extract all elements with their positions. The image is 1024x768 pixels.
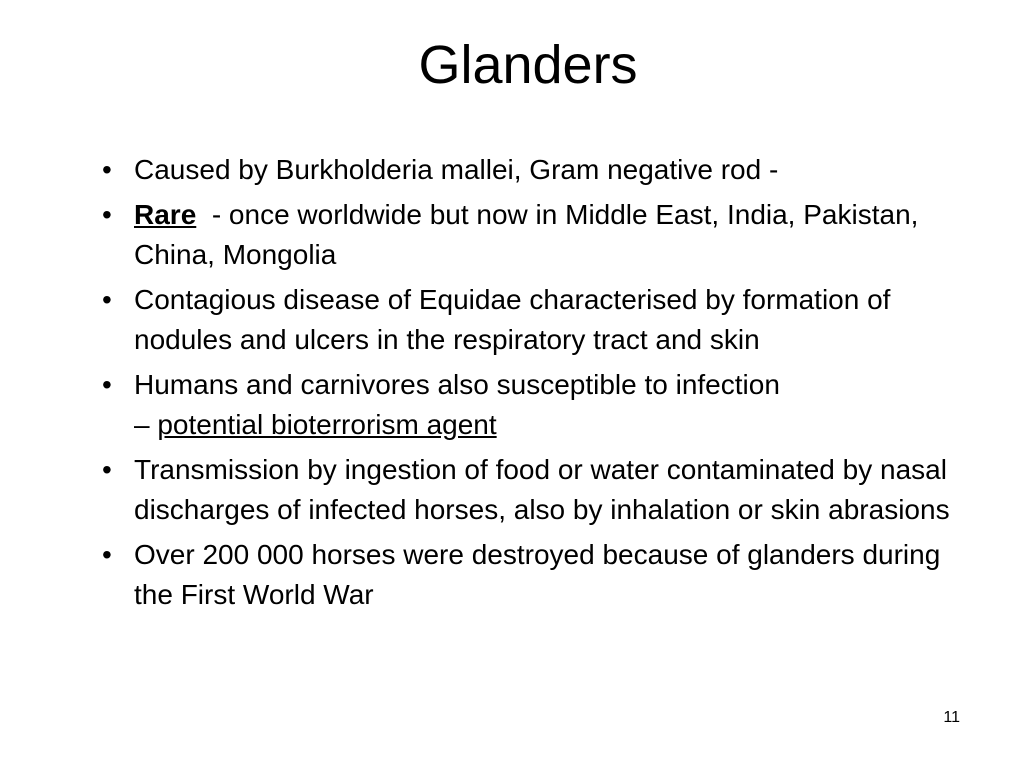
- slide-title: Glanders: [418, 35, 638, 95]
- bullet-text: - once worldwide but now in Middle East, India, Pakistan, China, Mongolia: [134, 199, 927, 270]
- bullet-item: [96, 365, 956, 445]
- bullet-underlined-phrase: potential bioterrorism agent: [157, 409, 497, 440]
- bullet-text: Transmission by ingestion of food or water contaminated by nasal discharges of infected horses, also by inhalation or skin abrasions: [134, 454, 950, 525]
- bullet-item: [96, 280, 956, 360]
- bullet-dot-icon: •: [102, 154, 112, 185]
- bullet-text: Contagious disease of Equidae characterised by formation of nodules and ulcers in the respiratory tract and skin: [134, 284, 891, 355]
- bullet-dot-icon: •: [102, 369, 112, 400]
- bullet-dash: –: [134, 409, 158, 440]
- bullet-text: Caused by Burkholderia mallei, Gram negative rod -: [134, 154, 779, 185]
- bullet-dot-icon: •: [102, 199, 112, 230]
- bullet-item: [96, 150, 956, 190]
- bullet-dot-icon: •: [102, 454, 112, 485]
- bullet-item: [96, 450, 956, 530]
- bullet-dot-icon: •: [102, 539, 112, 570]
- page-number: 11: [943, 709, 960, 726]
- bullet-text: Over 200 000 horses were destroyed because of glanders during the First World War: [134, 539, 941, 610]
- bullet-dot-icon: •: [102, 284, 112, 315]
- bullet-item: [96, 535, 956, 615]
- bullet-emphasis: Rare: [134, 199, 197, 230]
- bullet-list: [96, 150, 956, 620]
- bullet-text: Humans and carnivores also susceptible to infection: [134, 369, 780, 400]
- bullet-item: [96, 195, 956, 275]
